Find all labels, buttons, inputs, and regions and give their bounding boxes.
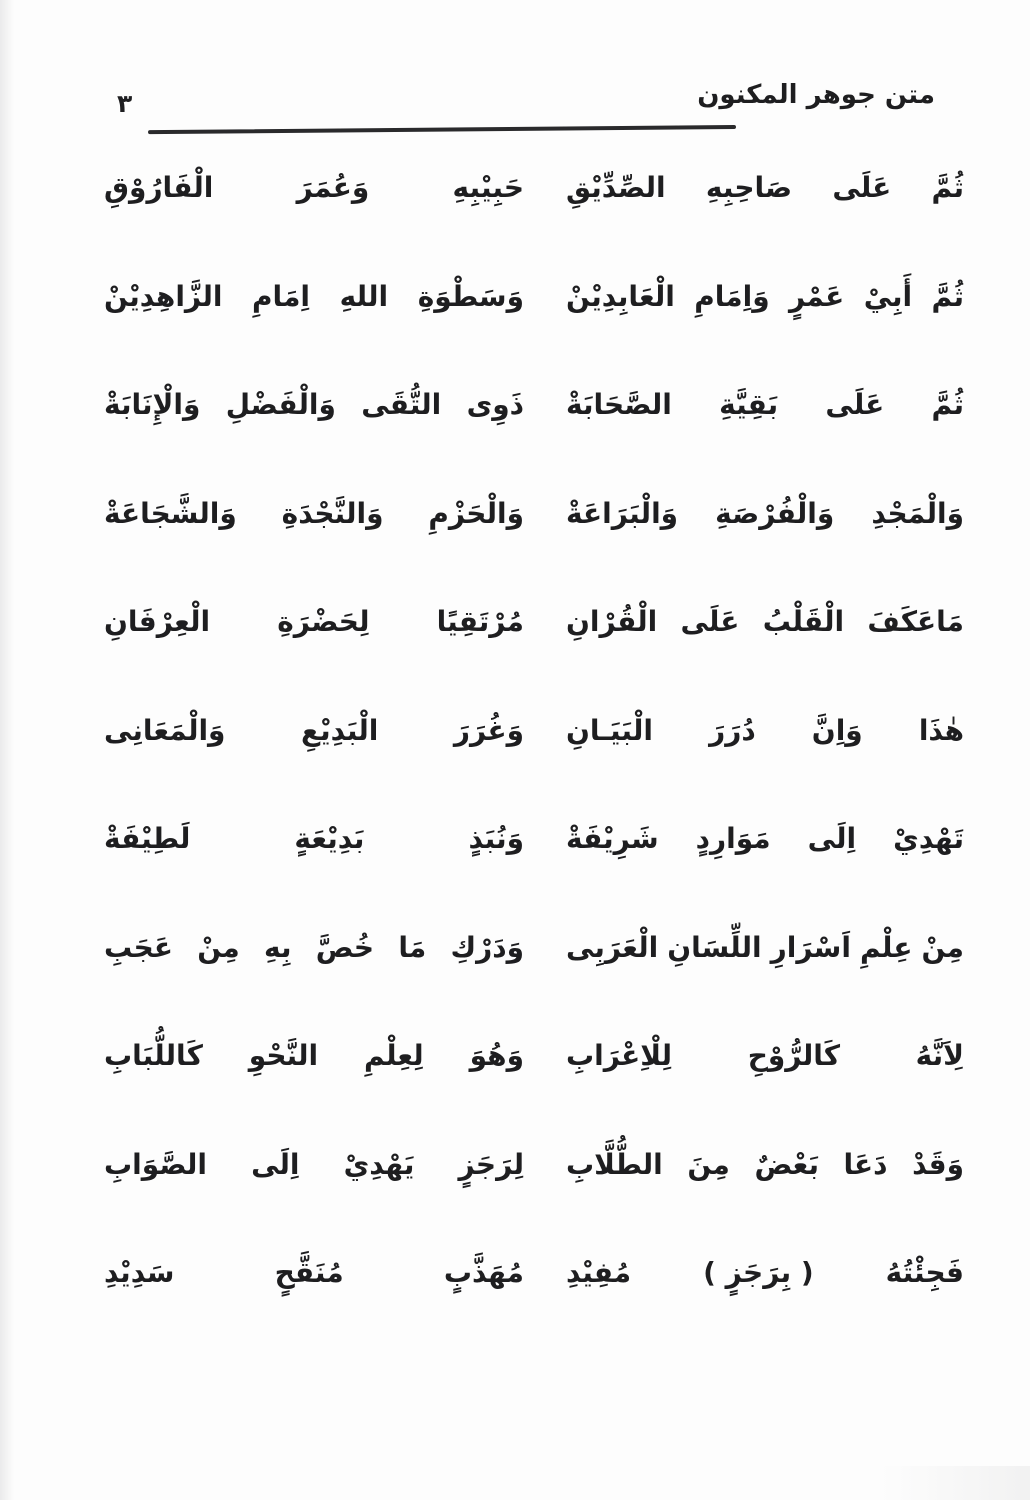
verse-word: لِعِلْمِ (363, 1039, 424, 1073)
verse-word: مَا (398, 930, 427, 964)
verse-line (104, 677, 964, 786)
hemistich-second (104, 601, 524, 643)
verse-word: عَمْرٍ (788, 279, 845, 313)
verse-word: مَاعَكَفَ (867, 605, 964, 639)
verse-word: بَقِيَّةِ (719, 388, 779, 422)
verse-line (104, 1219, 964, 1328)
verse-word: الْقَلْبُ (762, 605, 845, 639)
verse-word: الْبَيَـانِ (566, 713, 653, 747)
verse-line (104, 134, 964, 243)
verse-line (104, 568, 964, 677)
verse-word: وَعُمَرَ (296, 171, 370, 205)
verse-line (104, 894, 964, 1003)
hemistich-second (104, 493, 524, 535)
verse-word: وَالشَّجَاعَةْ (104, 496, 237, 530)
verse-word: وَالْمَجْدِ (871, 496, 964, 530)
verse-word: خُصَّ (315, 930, 375, 964)
verse-word: مِنْ (921, 930, 964, 964)
verse-word: الطُّلَّابِ (566, 1147, 663, 1181)
scan-edge-shadow (0, 0, 14, 1500)
hemistich-first (566, 1035, 964, 1077)
verse-word: الْعِرْفَانِ (104, 605, 211, 639)
verse-word: مُهَذَّبٍ (443, 1256, 524, 1290)
hemistich-first (566, 710, 964, 752)
verse-word: دَعَا (843, 1147, 888, 1181)
verse-word: صَاحِبِهِ (705, 171, 793, 205)
verse-word: الْبَدِيْعِ (301, 713, 379, 747)
verse-word: وَالْفُرْصَةِ (715, 496, 835, 530)
page-number: ٣ (117, 89, 133, 118)
verse-word: لِاَنَّهُ (915, 1039, 964, 1073)
verse-word: اللهِ (339, 279, 389, 313)
header-rule (148, 125, 736, 134)
verse-word: اللِّسَانِ (667, 930, 762, 964)
verse-word: وَالْبَرَاعَةْ (566, 496, 679, 530)
hemistich-second (104, 818, 524, 860)
verse-word: التُّقَى (361, 388, 442, 422)
verse-word: الْعَابِدِيْنْ (566, 279, 675, 313)
verse-word: وَدَرْكِ (450, 930, 524, 964)
verse-word: لِحَضْرَةِ (277, 605, 370, 639)
hemistich-first (566, 818, 964, 860)
scan-smudge (880, 1466, 1030, 1500)
verse-word: وَنُبَذٍ (468, 822, 524, 856)
verse-word: كَاللُّبَابِ (104, 1039, 203, 1073)
hemistich-first (566, 1144, 964, 1186)
verse-word: مِنْ (197, 930, 240, 964)
hemistich-first (566, 384, 964, 426)
verse-word: اِلَى (251, 1147, 300, 1181)
verse-word: وَالنَّجْدَةِ (281, 496, 384, 530)
verse-word: اِلَى (807, 822, 857, 856)
verse-word: ثُمَّ (931, 171, 964, 205)
book-title: متن جوهر المكنون (697, 80, 935, 110)
verse-word: أَبِيْ (863, 279, 913, 313)
verse-line (104, 351, 964, 460)
verse-word: لِرَجَزٍ (458, 1147, 524, 1181)
hemistich-second (104, 384, 524, 426)
verse-word: دُرَرَ (709, 713, 756, 747)
verse-line (104, 1002, 964, 1111)
hemistich-first (566, 167, 964, 209)
hemistich-first (566, 1252, 964, 1294)
hemistich-first (566, 276, 964, 318)
hemistich-first (566, 927, 964, 969)
hemistich-second (104, 167, 524, 209)
verse-word: تَهْدِيْ (893, 822, 964, 856)
hemistich-second (104, 1144, 524, 1186)
hemistich-second (104, 1035, 524, 1077)
verse-word: عَلَى (825, 388, 885, 422)
verse-word: وَالْمَعَانِى (104, 713, 226, 747)
verse-word: الزَّاهِدِيْنْ (104, 279, 223, 313)
verse-line (104, 785, 964, 894)
hemistich-second (104, 927, 524, 969)
verses (104, 134, 964, 1328)
verse-word: وَالْفَضْلِ (225, 388, 336, 422)
verse-word: وَغُرَرَ (453, 713, 524, 747)
verse-word: وَقَدْ (912, 1147, 964, 1181)
verse-word: عَجَبِ (104, 930, 173, 964)
verse-word: مُفِيْدِ (566, 1256, 632, 1290)
verse-word: فَجِئْتُهُ (885, 1256, 964, 1290)
verse-line (104, 460, 964, 569)
verse-word: وَسَطْوَةِ (417, 279, 524, 313)
verse-word: عَلَى (832, 171, 892, 205)
verse-word: كَالرُّوْحِ (747, 1039, 841, 1073)
verse-word: النَّحْوِ (248, 1039, 319, 1073)
verse-word: الْفَارُوْقِ (104, 171, 214, 205)
hemistich-first (566, 493, 964, 535)
hemistich-second (104, 1252, 524, 1294)
verse-word: يَهْدِيْ (343, 1147, 415, 1181)
verse-word: الصَّوَابِ (104, 1147, 208, 1181)
verse-word: بَدِيْعَةٍ (294, 822, 365, 856)
verse-word: الْقُرْانِ (566, 605, 658, 639)
verse-word: الصَّحَابَةْ (566, 388, 672, 422)
verse-word: شَرِيْفَةْ (566, 822, 659, 856)
verse-word: وَالْإِنَابَةْ (104, 388, 201, 422)
verse-word: وَاِنَّ (811, 713, 863, 747)
verse-word: مِنَ (687, 1147, 730, 1181)
verse-line (104, 1111, 964, 1220)
verse-word: هٰذَا (918, 713, 964, 747)
verse-word: ثُمَّ (931, 388, 964, 422)
verse-word: ( بِرَجَزٍ ) (703, 1256, 814, 1290)
verse-word: مُنَقَّحٍ (274, 1256, 344, 1290)
verse-word: مَوَارِدٍ (695, 822, 771, 856)
verse-line (104, 243, 964, 352)
verse-word: اِمَامِ (252, 279, 310, 313)
verse-word: وَاِمَامِ (694, 279, 770, 313)
verse-word: مُرْتَقِيًا (436, 605, 524, 639)
verse-word: عِلْمِ (859, 930, 913, 964)
verse-word: اَسْرَارِ (770, 930, 851, 964)
verse-word: وَهُوَ (469, 1039, 524, 1073)
verse-word: بِهِ (263, 930, 292, 964)
verse-word: عَلَى (680, 605, 740, 639)
verse-word: الصِّدِّيْقِ (566, 171, 666, 205)
hemistich-second (104, 276, 524, 318)
verse-word: سَدِيْدِ (104, 1256, 175, 1290)
verse-word: ذَوِى (466, 388, 524, 422)
verse-word: لَطِيْفَةْ (104, 822, 191, 856)
verse-word: بَعْضٌ (754, 1147, 819, 1181)
hemistich-first (566, 601, 964, 643)
verse-word: ثُمَّ (931, 279, 964, 313)
hemistich-second (104, 710, 524, 752)
verse-word: الْعَرَبِى (566, 930, 659, 964)
verse-word: لِلْاِعْرَابِ (566, 1039, 673, 1073)
verse-word: وَالْحَزْمِ (428, 496, 524, 530)
verse-word: حَبِيْبِهِ (452, 171, 524, 205)
